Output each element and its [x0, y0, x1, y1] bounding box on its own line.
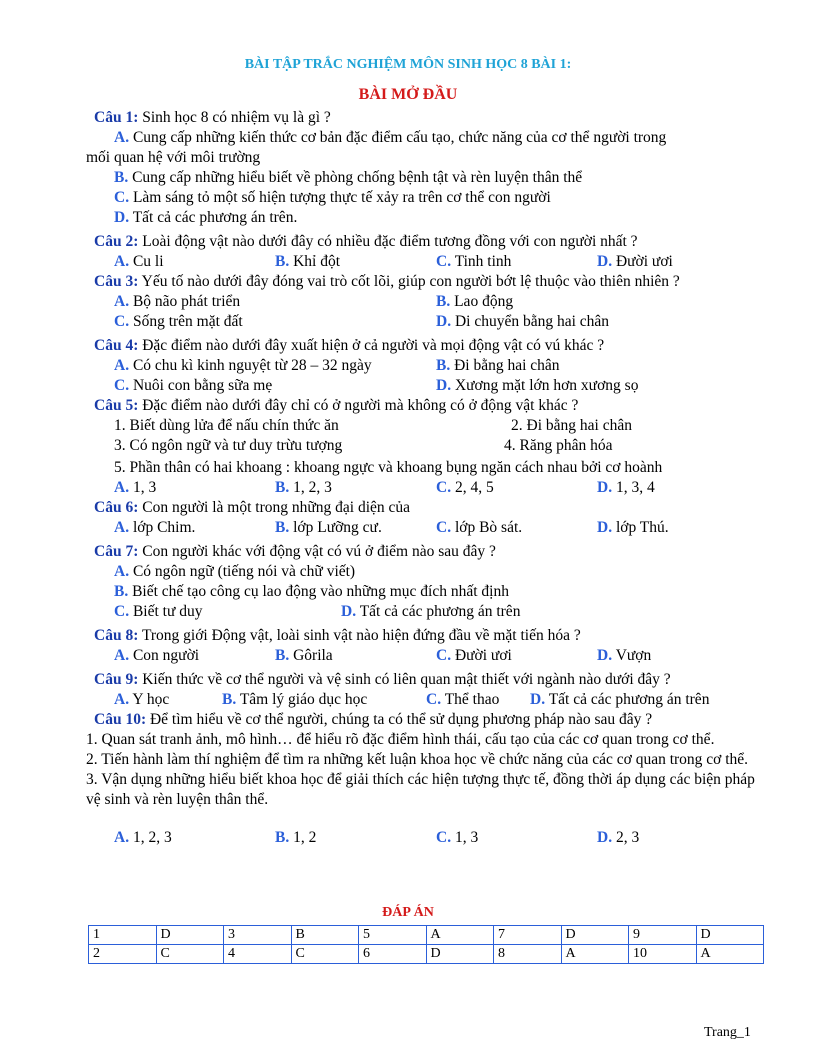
option-letter: A. [114, 647, 130, 664]
question-10 [94, 710, 766, 730]
option-c [94, 188, 766, 208]
option-d: D. 1, 3, 4 [597, 479, 655, 496]
answer-key-title: ĐÁP ÁN [382, 905, 434, 920]
option-letter: A. [114, 829, 130, 846]
question-text: Đặc điểm nào dưới đây xuất hiện ở cả người và mọi động vật có vú khác ? [138, 337, 605, 354]
option-row [94, 478, 766, 498]
question-3 [94, 272, 766, 292]
option-b: B. Gôrila [275, 647, 333, 664]
question-6 [94, 498, 766, 518]
table-cell: A [696, 945, 764, 964]
option-letter: C. [114, 313, 130, 330]
question-text: Trong giới Động vật, loài sinh vật nào hiện đứng đầu về mặt tiến hóa ? [138, 627, 581, 644]
option-a: A. Bộ não phát triển [114, 293, 241, 310]
answer-key-table [88, 925, 764, 964]
option-b: B. Tâm lý giáo dục học [222, 691, 368, 708]
question-label: Câu 8: [94, 627, 139, 644]
question-label: Câu 5: [94, 397, 139, 414]
option-letter: B. [114, 583, 129, 600]
statement-1: 1. Biết dùng lửa để nấu chín thức ăn [114, 417, 339, 434]
option-a [94, 128, 766, 148]
option-letter: B. [275, 253, 290, 270]
option-letter: A. [114, 479, 130, 496]
option-c: C. Đười ươi [436, 647, 512, 664]
table-cell: 1 [89, 926, 157, 945]
document-title: BÀI TẬP TRẮC NGHIỆM MÔN SINH HỌC 8 BÀI 1: [244, 57, 572, 72]
option-row [94, 828, 766, 848]
table-cell: 3 [224, 926, 292, 945]
table-cell: D [561, 926, 629, 945]
option-row [94, 292, 766, 312]
question-9 [94, 670, 766, 690]
table-cell: 8 [494, 945, 562, 964]
option-letter: C. [436, 647, 452, 664]
option-letter: B. [275, 647, 290, 664]
statement-2: 2. Đi bằng hai chân [511, 417, 632, 434]
option-a-continued: mối quan hệ với môi trường [86, 149, 261, 166]
table-cell: D [696, 926, 764, 945]
option-row [94, 356, 766, 376]
option-d: D. Vượn [597, 647, 652, 664]
question-text: Kiến thức về cơ thể người và vệ sinh có liên quan mật thiết với ngành nào dưới đây ? [138, 671, 671, 688]
option-b: B. 1, 2, 3 [275, 479, 332, 496]
statement-3: 3. Vận dụng những hiểu biết khoa học để giải thích các hiện tượng thực tế, đồng thời áp dụng các biện pháp vệ sinh và rèn luyện thân thể. [86, 771, 755, 808]
table-cell: C [156, 945, 224, 964]
question-text: Đặc điểm nào dưới đây chỉ có ở người mà không có ở động vật khác ? [138, 397, 579, 414]
option-letter: A. [114, 253, 130, 270]
option-row [94, 602, 766, 622]
option-a: A. Con người [114, 647, 200, 664]
table-cell: 10 [629, 945, 697, 964]
table-cell: A [561, 945, 629, 964]
question-label: Câu 1: [94, 109, 139, 126]
option-c: C. 2, 4, 5 [436, 479, 494, 496]
option-letter: A. [114, 357, 130, 374]
question-text: Con người khác với động vật có vú ở điểm nào sau đây ? [138, 543, 496, 560]
question-2 [94, 232, 766, 252]
option-letter: A. [114, 293, 130, 310]
statement-4: 4. Răng phân hóa [504, 437, 613, 454]
question-label: Câu 6: [94, 499, 139, 516]
option-a: A. Có chu kì kinh nguyệt từ 28 – 32 ngày [114, 357, 372, 374]
option-row [94, 646, 766, 666]
option-a: A. 1, 3 [114, 479, 157, 496]
option-text: Làm sáng tỏ một số hiện tượng thực tế xảy ra trên cơ thể con người [132, 189, 551, 206]
option-letter: C. [436, 829, 452, 846]
option-a: A. Có ngôn ngữ (tiếng nói và chữ viết) [114, 563, 356, 580]
option-letter: D. [530, 691, 546, 708]
option-d: D. Đười ươi [597, 253, 673, 270]
option-letter: C. [436, 479, 452, 496]
option-b [94, 168, 766, 188]
option-c: C. Biết tư duy [114, 603, 203, 620]
option-letter: B. [114, 169, 129, 186]
question-label: Câu 7: [94, 543, 139, 560]
option-letter: D. [114, 209, 130, 226]
option-text: Tất cả các phương án trên. [132, 209, 298, 226]
table-cell: D [426, 945, 494, 964]
option-c: C. lớp Bò sát. [436, 519, 523, 536]
statement-1: 1. Quan sát tranh ảnh, mô hình… để hiểu rõ đặc điểm hình thái, cấu tạo của các cơ quan trong cơ thể. [86, 731, 715, 748]
option-d: D. Xương mặt lớn hơn xương sọ [436, 377, 639, 394]
option-letter: C. [114, 603, 130, 620]
option-row [94, 690, 766, 710]
option-letter: C. [426, 691, 442, 708]
question-text: Loài động vật nào dưới đây có nhiều đặc điểm tương đồng với con người nhất ? [138, 233, 638, 250]
option-letter: A. [114, 519, 130, 536]
document-subtitle: BÀI MỞ ĐẦU [358, 86, 458, 103]
table-row [89, 926, 764, 945]
option-c: C. 1, 3 [436, 829, 479, 846]
option-d: D. Tất cả các phương án trên [341, 603, 521, 620]
question-label: Câu 4: [94, 337, 139, 354]
option-a: A. lớp Chim. [114, 519, 196, 536]
option-row [94, 312, 766, 332]
option-b: B. Biết chế tạo công cụ lao động vào những mục đích nhất định [114, 583, 509, 600]
page-number: Trang_1 [704, 1025, 751, 1040]
question-list [86, 108, 766, 848]
option-b: B. Khỉ đột [275, 253, 341, 270]
option-letter: D. [341, 603, 357, 620]
statement-3: 3. Có ngôn ngữ và tư duy trừu tượng [114, 437, 343, 454]
option-row [94, 518, 766, 538]
option-letter: D. [597, 253, 613, 270]
option-letter: D. [597, 479, 613, 496]
option-c: C. Sống trên mặt đất [114, 313, 243, 330]
question-7 [94, 542, 766, 562]
option-letter: D. [597, 647, 613, 664]
option-letter: C. [436, 253, 452, 270]
question-label: Câu 9: [94, 671, 139, 688]
option-a: A. 1, 2, 3 [114, 829, 172, 846]
table-cell: 6 [359, 945, 427, 964]
option-b: B. Đi bằng hai chân [436, 357, 560, 374]
option-b: B. lớp Lưỡng cư. [275, 519, 382, 536]
option-c: C. Tinh tinh [436, 253, 512, 270]
option-letter: A. [114, 129, 130, 146]
question-8 [94, 626, 766, 646]
table-cell: A [426, 926, 494, 945]
question-text: Sinh học 8 có nhiệm vụ là gì ? [138, 109, 331, 126]
option-letter: B. [436, 293, 451, 310]
question-label: Câu 2: [94, 233, 139, 250]
option-d: D. Di chuyển bằng hai chân [436, 313, 610, 330]
option-letter: D. [597, 829, 613, 846]
option-c: C. Nuôi con bằng sữa mẹ [114, 377, 273, 394]
option-letter: B. [222, 691, 237, 708]
table-cell: 4 [224, 945, 292, 964]
option-letter: A. [114, 563, 130, 580]
option-letter: B. [275, 519, 290, 536]
option-d: D. Tất cả các phương án trên [530, 691, 710, 708]
option-letter: C. [114, 377, 130, 394]
table-cell: 5 [359, 926, 427, 945]
option-d: D. 2, 3 [597, 829, 640, 846]
question-text: Con người là một trong những đại diện của [138, 499, 411, 516]
table-cell: 7 [494, 926, 562, 945]
question-text: Yếu tố nào dưới đây đóng vai trò cốt lõi, giúp con người bớt lệ thuộc vào thiên nhiên ? [138, 273, 680, 290]
option-d: D. lớp Thú. [597, 519, 669, 536]
option-text: Cung cấp những hiểu biết về phòng chống bệnh tật và rèn luyện thân thể [132, 169, 583, 186]
option-c: C. Thể thao [426, 691, 500, 708]
option-letter: A. [114, 691, 130, 708]
statement-2: 2. Tiến hành làm thí nghiệm để tìm ra những kết luận khoa học về chức năng của các cơ quan trong cơ thể. [86, 751, 749, 768]
option-a: A. Y học [114, 691, 170, 708]
question-1 [94, 108, 766, 128]
table-cell: 2 [89, 945, 157, 964]
option-letter: D. [436, 313, 452, 330]
statement-row [94, 416, 766, 436]
question-4 [94, 336, 766, 356]
table-row [89, 945, 764, 964]
table-cell: 9 [629, 926, 697, 945]
option-letter: D. [597, 519, 613, 536]
question-label: Câu 10: [94, 711, 147, 728]
table-cell: D [156, 926, 224, 945]
option-a: A. Cu li [114, 253, 164, 270]
option-letter: D. [436, 377, 452, 394]
option-text: Cung cấp những kiến thức cơ bản đặc điểm cấu tạo, chức năng của cơ thể người trong [132, 129, 667, 146]
question-text: Để tìm hiểu về cơ thể người, chúng ta có thể sử dụng phương pháp nào sau đây ? [146, 711, 653, 728]
option-b: B. 1, 2 [275, 829, 317, 846]
table-cell: C [291, 945, 359, 964]
option-letter: C. [436, 519, 452, 536]
option-letter: B. [436, 357, 451, 374]
statement-5: 5. Phần thân có hai khoang : khoang ngực và khoang bụng ngăn cách nhau bởi cơ hoành [114, 459, 663, 476]
table-cell: B [291, 926, 359, 945]
option-d [94, 208, 766, 228]
option-letter: B. [275, 829, 290, 846]
option-row [94, 376, 766, 396]
statement-row [94, 436, 766, 456]
option-row [94, 252, 766, 272]
option-letter: B. [275, 479, 290, 496]
question-5 [94, 396, 766, 416]
option-b: B. Lao động [436, 293, 514, 310]
option-letter: C. [114, 189, 130, 206]
question-label: Câu 3: [94, 273, 139, 290]
